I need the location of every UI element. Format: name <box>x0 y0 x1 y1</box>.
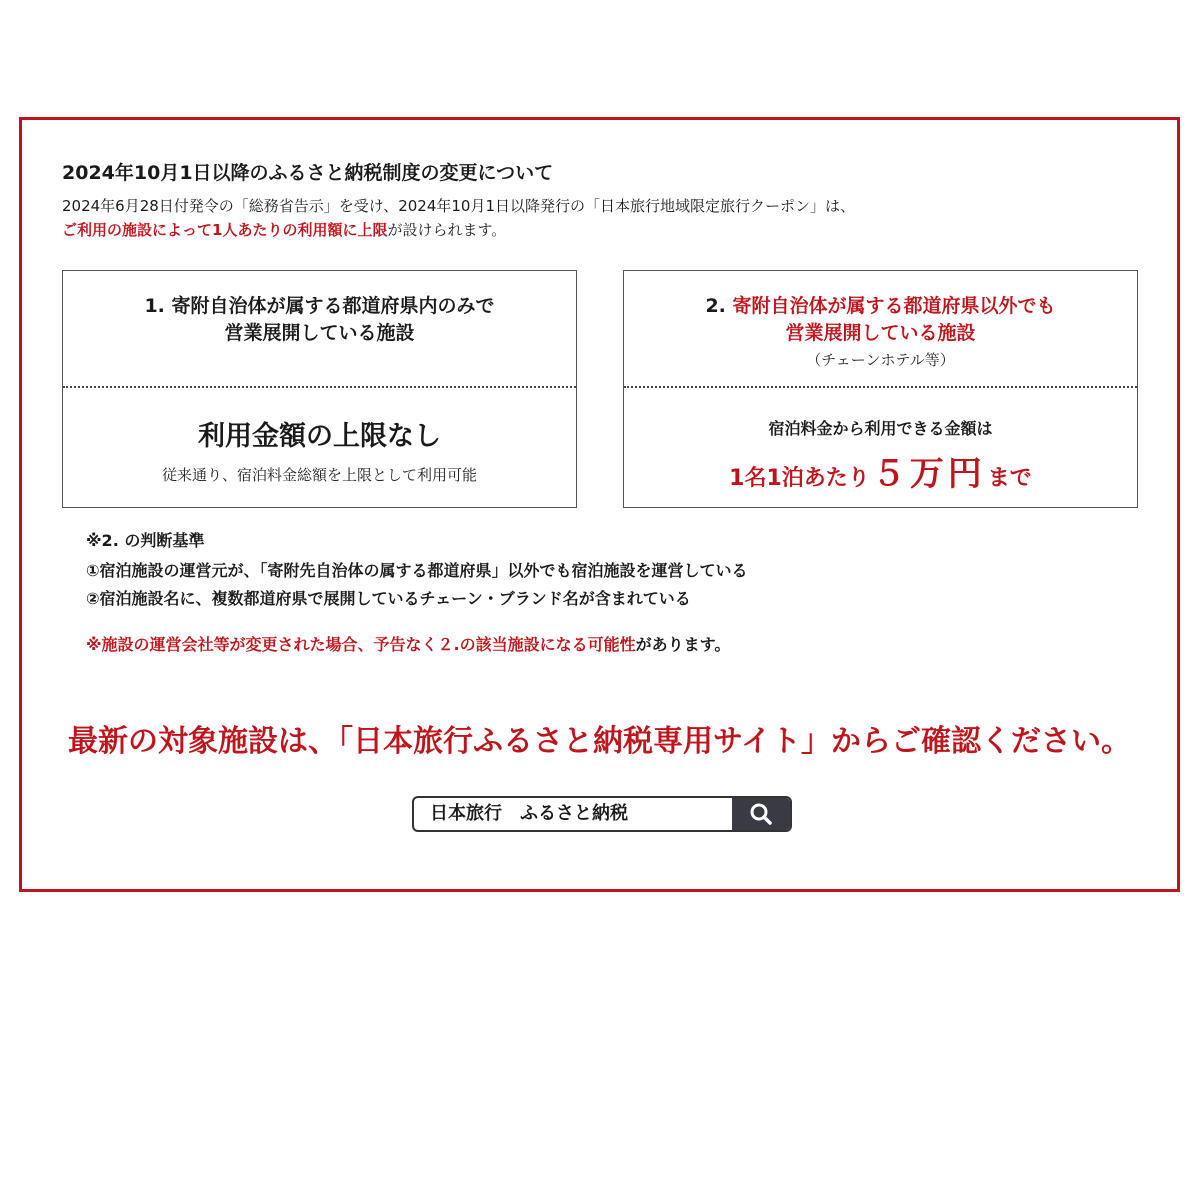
criteria-item-1: ①宿泊施設の運営元が、「寄附先自治体の属する都道府県」以外でも宿泊施設を運営している <box>86 561 748 580</box>
change-warning-highlight: ※施設の運営会社等が変更された場合、予告なく２.の該当施設になる可能性 <box>86 635 636 654</box>
facility-type-1-box <box>62 270 577 508</box>
limit-label: 宿泊料金から利用できる金額は <box>768 419 993 438</box>
change-warning-rest: があります。 <box>635 635 731 654</box>
site-cta: 最新の対象施設は、「日本旅行ふるさと納税専用サイト」からご確認ください。 <box>68 724 1131 759</box>
facility-type-1-title <box>63 293 576 347</box>
search-button[interactable] <box>732 798 790 830</box>
intro-line-2 <box>62 219 506 240</box>
intro-line-2-rest: が設けられます。 <box>387 221 507 239</box>
notice-frame <box>19 117 1180 892</box>
dotted-divider <box>624 386 1137 388</box>
facility-type-1-title-line2: 営業展開している施設 <box>224 322 415 344</box>
intro-line-1: 2024年6月28日付発令の「総務省告示」を受け、2024年10月1日以降発行の「日本旅行地域限定旅行クーポン」は、 <box>62 197 856 215</box>
facility-type-2-box <box>623 270 1138 508</box>
limit-amount-line <box>624 446 1137 495</box>
no-limit-note: 従来通り、宿泊料金総額を上限として利用可能 <box>161 466 477 484</box>
limit-suffix: まで <box>987 466 1032 491</box>
intro-highlight: ご利用の施設によって1人あたりの利用額に上限 <box>62 221 388 239</box>
facility-type-1-number: 1. <box>144 295 165 317</box>
search-query[interactable]: 日本旅行 ふるさと納税 <box>430 803 628 824</box>
limit-prefix: 1名1泊あたり <box>729 466 870 491</box>
page-title: 2024年10月1日以降のふるさと納税制度の変更について <box>62 162 554 184</box>
limit-amount: ５万円 <box>871 454 986 494</box>
dotted-divider <box>63 386 576 388</box>
facility-type-2-number: 2. <box>705 295 726 317</box>
facility-type-2-title-line1: 寄附自治体が属する都道府県以外でも <box>732 295 1056 317</box>
search-icon <box>748 801 774 827</box>
facility-type-2-title-line2: 営業展開している施設 <box>785 322 976 344</box>
no-limit-text: 利用金額の上限なし <box>198 421 441 452</box>
facility-type-2-subtitle: （チェーンホテル等） <box>806 351 955 369</box>
criteria-item-2: ②宿泊施設名に、複数都道府県で展開しているチェーン・ブランド名が含まれている <box>86 589 691 608</box>
change-warning <box>86 632 730 655</box>
criteria-heading: ※2. の判断基準 <box>86 531 205 550</box>
facility-type-2-title <box>624 293 1137 347</box>
search-bar[interactable] <box>412 796 792 832</box>
facility-type-1-title-line1: 寄附自治体が属する都道府県内のみで <box>171 295 495 317</box>
